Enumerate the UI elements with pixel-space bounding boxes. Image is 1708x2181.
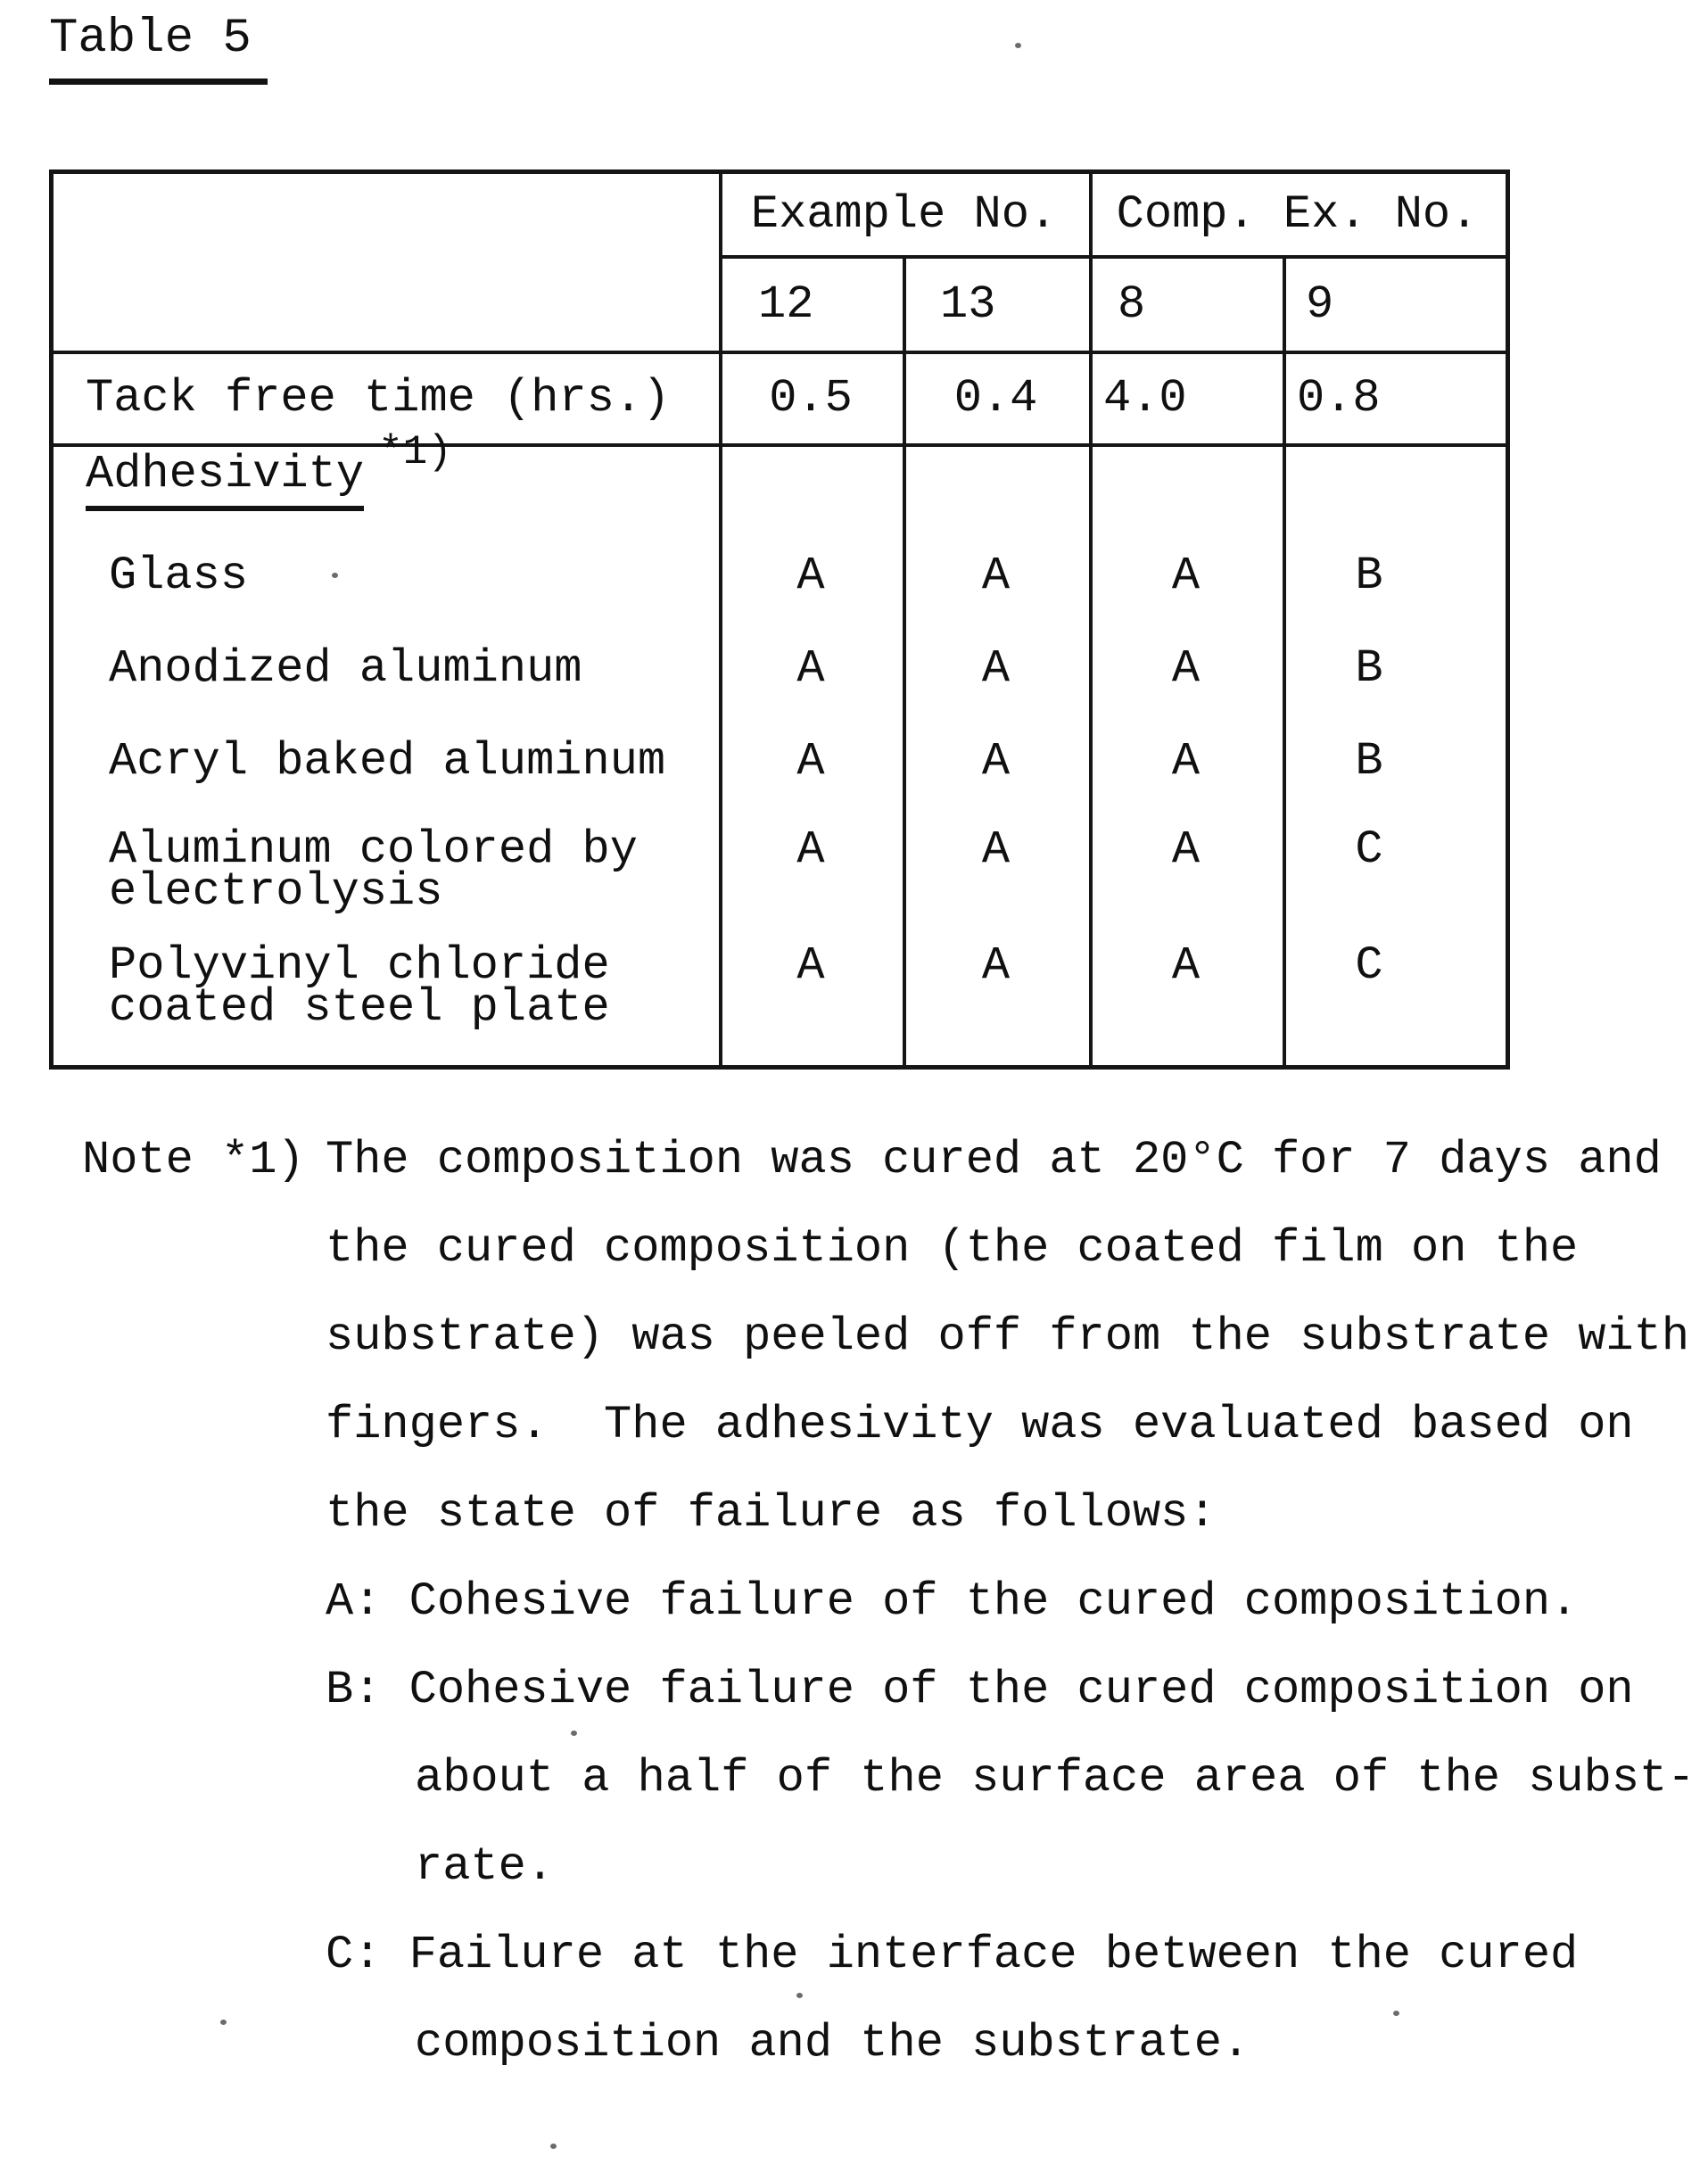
cell-value: 0.4 xyxy=(953,372,1038,425)
row-label: Polyvinyl chloride coated steel plate xyxy=(109,939,610,1034)
row-label: Glass xyxy=(109,549,249,602)
cell-value: B xyxy=(1355,735,1383,788)
footnote-line: composition and the substrate. xyxy=(415,2017,1250,2069)
scan-artifact-dot xyxy=(332,573,338,578)
page-title: Table 5 xyxy=(49,12,268,85)
cell-value: A xyxy=(1171,642,1201,695)
scan-artifact-dot xyxy=(550,2144,557,2149)
col-header-9: 9 xyxy=(1306,278,1334,331)
row-label: Aluminum colored by electrolysis xyxy=(109,823,638,918)
footnote-line-rating-b: B: Cohesive failure of the cured composition on xyxy=(326,1664,1634,1716)
row-label: Acryl baked aluminum xyxy=(109,735,666,788)
header-example-no: Example No. xyxy=(750,188,1058,241)
scan-artifact-dot xyxy=(796,1993,803,1998)
cell-value: 0.8 xyxy=(1297,372,1381,425)
row-label: Tack free time (hrs.) xyxy=(86,372,671,425)
footnote-block xyxy=(82,1116,1696,2087)
cell-value: A xyxy=(1171,823,1201,876)
cell-value: B xyxy=(1355,549,1383,602)
footnote-line: substrate) was peeled off from the substrate with xyxy=(326,1310,1690,1363)
cell-value: A xyxy=(1171,549,1201,602)
cell-value: A xyxy=(796,735,825,788)
cell-value: 4.0 xyxy=(1103,372,1187,425)
footnote-line-rating-c: C: Failure at the interface between the cured xyxy=(326,1929,1579,1981)
cell-value: A xyxy=(1171,735,1201,788)
footnote-reference: *1) xyxy=(378,429,452,475)
col-header-12: 12 xyxy=(758,278,814,331)
header-comp-ex-no: Comp. Ex. No. xyxy=(1116,188,1479,241)
footnote-line: the cured composition (the coated film on the xyxy=(326,1222,1579,1275)
scan-artifact-dot xyxy=(571,1731,577,1736)
footnote-line-rating-a: A: Cohesive failure of the cured composition. xyxy=(326,1575,1579,1628)
cell-value: A xyxy=(796,939,825,992)
scan-artifact-dot xyxy=(1015,43,1021,48)
cell-value: C xyxy=(1355,939,1383,992)
footnote-line: The composition was cured at 20°C for 7 days and xyxy=(326,1134,1662,1186)
results-table xyxy=(49,169,1510,1070)
scan-artifact-dot xyxy=(1393,2011,1399,2016)
cell-value: A xyxy=(796,642,825,695)
adhesivity-section-heading xyxy=(86,429,452,511)
footnote-line: the state of failure as follows: xyxy=(326,1487,1217,1540)
cell-value: A xyxy=(981,735,1011,788)
footnote-label: Note *1) xyxy=(82,1134,305,1186)
cell-value: A xyxy=(981,549,1011,602)
footnote-line: rate. xyxy=(415,1840,555,1893)
footnote-line: about a half of the surface area of the subst- xyxy=(415,1752,1696,1805)
adhesivity-heading-text: Adhesivity xyxy=(86,451,364,511)
cell-value: A xyxy=(981,642,1011,695)
row-label: Anodized aluminum xyxy=(109,642,582,695)
cell-value: A xyxy=(796,549,825,602)
cell-value: 0.5 xyxy=(769,372,853,425)
table-hline xyxy=(54,443,1506,447)
scan-artifact-dot xyxy=(220,2020,227,2025)
cell-value: A xyxy=(981,823,1011,876)
cell-value: B xyxy=(1355,642,1383,695)
cell-value: C xyxy=(1355,823,1383,876)
col-header-13: 13 xyxy=(940,278,996,331)
cell-value: A xyxy=(981,939,1011,992)
cell-value: A xyxy=(1171,939,1201,992)
col-header-8: 8 xyxy=(1118,278,1146,331)
footnote-line: fingers. The adhesivity was evaluated based on xyxy=(326,1399,1634,1451)
cell-value: A xyxy=(796,823,825,876)
